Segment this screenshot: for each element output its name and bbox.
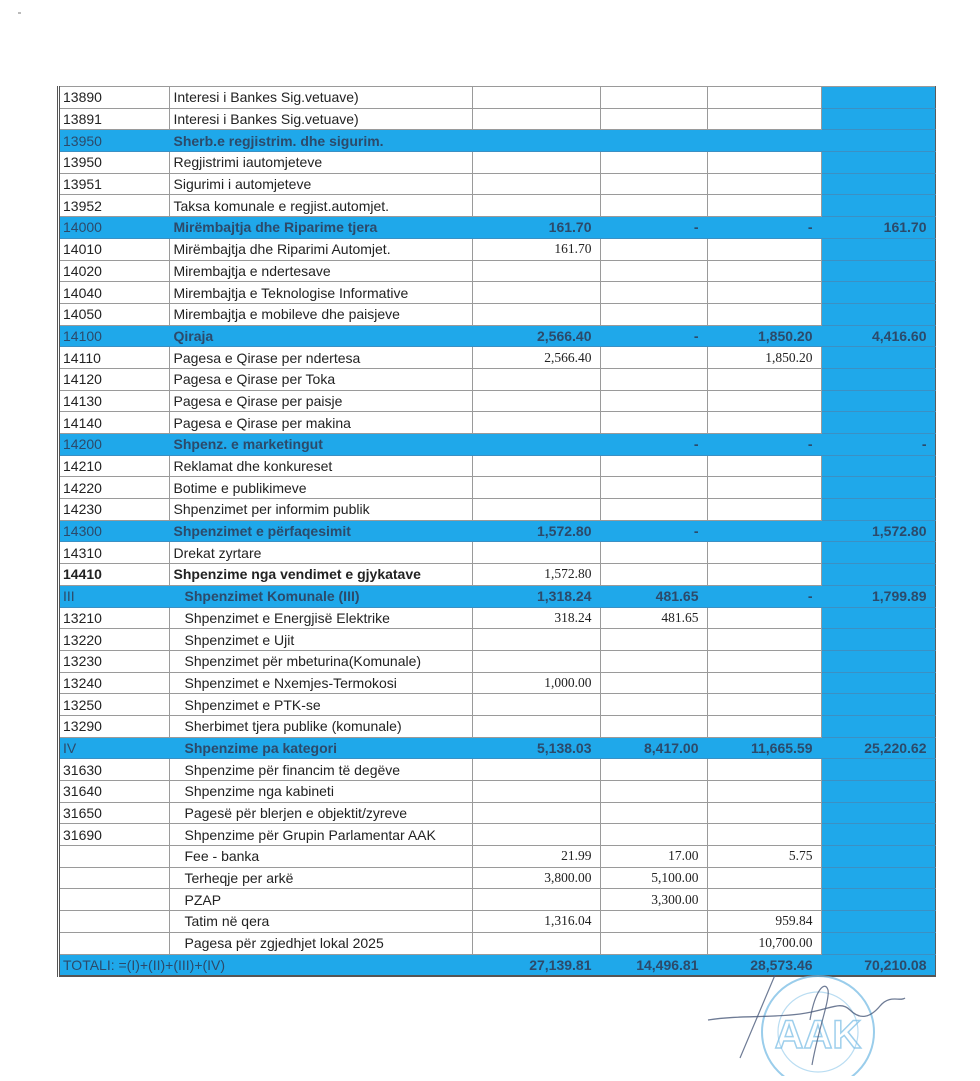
- row-total: [821, 455, 935, 477]
- value-col1: 2,566.40: [472, 347, 600, 369]
- row-total: [821, 499, 935, 521]
- value-col1: [472, 303, 600, 325]
- grand-total-col1: 27,139.81: [472, 954, 600, 976]
- description: Shpenzime nga kabineti: [169, 781, 472, 803]
- value-col3: [707, 629, 821, 651]
- value-col3: [707, 412, 821, 434]
- line-item-row: [60, 347, 935, 369]
- account-code: 31640: [60, 781, 169, 803]
- row-total: [821, 477, 935, 499]
- description: Qiraja: [169, 325, 472, 347]
- row-total: [821, 195, 935, 217]
- account-code: 14230: [60, 499, 169, 521]
- value-col3: [707, 303, 821, 325]
- description: Shpenz. e marketingut: [169, 434, 472, 456]
- line-item-row: [60, 650, 935, 672]
- account-code: [60, 867, 169, 889]
- account-code: 14020: [60, 260, 169, 282]
- row-total: [821, 824, 935, 846]
- account-code: 13290: [60, 715, 169, 737]
- value-col3: [707, 195, 821, 217]
- line-item-row: [60, 173, 935, 195]
- line-item-row: [60, 932, 935, 954]
- value-col3: [707, 477, 821, 499]
- party-stamp-icon: [700, 970, 930, 1076]
- account-code: 13891: [60, 108, 169, 130]
- value-col1: [472, 650, 600, 672]
- description: Pagesa e Qirase per makina: [169, 412, 472, 434]
- description: Shpenzime për financim të degëve: [169, 759, 472, 781]
- value-col1: 21.99: [472, 846, 600, 868]
- line-item-row: [60, 282, 935, 304]
- description: Pagesa për zgjedhjet lokal 2025: [169, 932, 472, 954]
- line-item-row: [60, 846, 935, 868]
- description: Interesi i Bankes Sig.vetuave): [169, 87, 472, 109]
- line-item-row: [60, 303, 935, 325]
- value-col2: -: [600, 520, 707, 542]
- description: Terheqje per arkë: [169, 867, 472, 889]
- description: Pagesa e Qirase per paisje: [169, 390, 472, 412]
- account-code: [60, 911, 169, 933]
- scan-artifact: [18, 12, 21, 14]
- row-total: [821, 260, 935, 282]
- value-col2: 481.65: [600, 585, 707, 607]
- description: Sherbimet tjera publike (komunale): [169, 715, 472, 737]
- row-total: [821, 867, 935, 889]
- description: Fee - banka: [169, 846, 472, 868]
- value-col2: [600, 390, 707, 412]
- value-col3: [707, 867, 821, 889]
- value-col2: -: [600, 434, 707, 456]
- account-code: 14210: [60, 455, 169, 477]
- value-col2: 3,300.00: [600, 889, 707, 911]
- value-col3: [707, 87, 821, 109]
- account-code: 14220: [60, 477, 169, 499]
- line-item-row: [60, 607, 935, 629]
- line-item-row: [60, 911, 935, 933]
- line-item-row: [60, 455, 935, 477]
- value-col2: [600, 477, 707, 499]
- value-col3: 10,700.00: [707, 932, 821, 954]
- description: Botime e publikimeve: [169, 477, 472, 499]
- value-col3: [707, 694, 821, 716]
- value-col3: [707, 542, 821, 564]
- value-col3: [707, 499, 821, 521]
- grand-total-sum: 70,210.08: [821, 954, 935, 976]
- line-item-row: [60, 108, 935, 130]
- value-col2: [600, 282, 707, 304]
- account-code: 13230: [60, 650, 169, 672]
- value-col3: [707, 802, 821, 824]
- account-code: 13950: [60, 130, 169, 152]
- value-col3: 1,850.20: [707, 325, 821, 347]
- value-col1: [472, 715, 600, 737]
- category-row: [60, 325, 935, 347]
- description: Reklamat dhe konkureset: [169, 455, 472, 477]
- account-code: 13250: [60, 694, 169, 716]
- account-code: 14000: [60, 217, 169, 239]
- value-col2: [600, 130, 707, 152]
- value-col1: [472, 434, 600, 456]
- value-col2: [600, 87, 707, 109]
- row-total: [821, 802, 935, 824]
- account-code: 14050: [60, 303, 169, 325]
- value-col1: 1,572.80: [472, 520, 600, 542]
- value-col1: 1,000.00: [472, 672, 600, 694]
- value-col1: [472, 390, 600, 412]
- account-code: [60, 846, 169, 868]
- row-total: [821, 173, 935, 195]
- line-item-row: [60, 499, 935, 521]
- row-total: [821, 846, 935, 868]
- row-total: [821, 672, 935, 694]
- account-code: 14120: [60, 368, 169, 390]
- row-total: [821, 650, 935, 672]
- value-col1: 318.24: [472, 607, 600, 629]
- row-total: [821, 781, 935, 803]
- line-item-row: [60, 412, 935, 434]
- value-col3: 5.75: [707, 846, 821, 868]
- expense-table: [60, 86, 936, 977]
- row-total: [821, 694, 935, 716]
- description: Tatim në qera: [169, 911, 472, 933]
- row-total: [821, 932, 935, 954]
- account-code: [60, 889, 169, 911]
- value-col1: [472, 195, 600, 217]
- line-item-row: [60, 694, 935, 716]
- value-col3: [707, 173, 821, 195]
- description: Shpenzimet e përfaqesimit: [169, 520, 472, 542]
- value-col1: [472, 173, 600, 195]
- account-code: 14410: [60, 564, 169, 586]
- line-item-row: [60, 368, 935, 390]
- row-total: 4,416.60: [821, 325, 935, 347]
- line-item-row: [60, 564, 935, 586]
- row-total: 1,799.89: [821, 585, 935, 607]
- description: Shpenzimet e Energjisë Elektrike: [169, 607, 472, 629]
- value-col1: 5,138.03: [472, 737, 600, 759]
- value-col3: [707, 260, 821, 282]
- value-col2: [600, 195, 707, 217]
- value-col1: [472, 694, 600, 716]
- account-code: 14010: [60, 238, 169, 260]
- line-item-row: [60, 889, 935, 911]
- value-col1: [472, 781, 600, 803]
- account-code: 14100: [60, 325, 169, 347]
- value-col2: [600, 260, 707, 282]
- value-col3: [707, 108, 821, 130]
- value-col2: [600, 173, 707, 195]
- line-item-row: [60, 238, 935, 260]
- row-total: [821, 759, 935, 781]
- description: Drekat zyrtare: [169, 542, 472, 564]
- value-col2: [600, 694, 707, 716]
- line-item-row: [60, 629, 935, 651]
- category-row: [60, 434, 935, 456]
- value-col2: [600, 759, 707, 781]
- row-total: [821, 564, 935, 586]
- value-col1: [472, 477, 600, 499]
- account-code: 31650: [60, 802, 169, 824]
- account-code: 31690: [60, 824, 169, 846]
- description: Sherb.e regjistrim. dhe sigurim.: [169, 130, 472, 152]
- value-col1: [472, 932, 600, 954]
- value-col1: [472, 889, 600, 911]
- grand-total-col2: 14,496.81: [600, 954, 707, 976]
- value-col2: [600, 932, 707, 954]
- value-col1: [472, 629, 600, 651]
- grand-total-col3: 28,573.46: [707, 954, 821, 976]
- account-code: 13950: [60, 152, 169, 174]
- row-total: [821, 412, 935, 434]
- row-total: [821, 607, 935, 629]
- value-col2: [600, 347, 707, 369]
- description: Mirembajtja e ndertesave: [169, 260, 472, 282]
- expense-table-body: [60, 87, 935, 955]
- value-col1: 1,318.24: [472, 585, 600, 607]
- line-item-row: [60, 802, 935, 824]
- row-total: [821, 152, 935, 174]
- value-col1: [472, 499, 600, 521]
- value-col1: [472, 87, 600, 109]
- value-col3: [707, 390, 821, 412]
- row-total: [821, 282, 935, 304]
- value-col1: [472, 542, 600, 564]
- value-col3: -: [707, 585, 821, 607]
- value-col1: 1,316.04: [472, 911, 600, 933]
- value-col3: [707, 455, 821, 477]
- description: Pagesë për blerjen e objektit/zyreve: [169, 802, 472, 824]
- grand-total-label: TOTALI: =(I)+(II)+(III)+(IV): [60, 954, 472, 976]
- value-col1: [472, 455, 600, 477]
- signature-and-stamp: [700, 970, 930, 1076]
- value-col2: [600, 455, 707, 477]
- line-item-row: [60, 672, 935, 694]
- value-col1: [472, 802, 600, 824]
- description: Shpenzimet Komunale (III): [169, 585, 472, 607]
- category-row: [60, 217, 935, 239]
- value-col2: [600, 303, 707, 325]
- row-total: [821, 238, 935, 260]
- description: Pagesa e Qirase per Toka: [169, 368, 472, 390]
- line-item-row: [60, 781, 935, 803]
- line-item-row: [60, 477, 935, 499]
- account-code: 13890: [60, 87, 169, 109]
- value-col3: [707, 889, 821, 911]
- value-col2: [600, 911, 707, 933]
- account-code: 14110: [60, 347, 169, 369]
- value-col1: 161.70: [472, 238, 600, 260]
- line-item-row: [60, 542, 935, 564]
- account-code: 13951: [60, 173, 169, 195]
- value-col2: [600, 650, 707, 672]
- description: Shpenzimet e Ujit: [169, 629, 472, 651]
- account-code: 13220: [60, 629, 169, 651]
- value-col2: [600, 802, 707, 824]
- value-col1: [472, 282, 600, 304]
- line-item-row: [60, 260, 935, 282]
- value-col2: [600, 368, 707, 390]
- line-item-row: [60, 867, 935, 889]
- value-col3: [707, 672, 821, 694]
- description: Mirëmbajtja dhe Riparimi Automjet.: [169, 238, 472, 260]
- value-col3: [707, 368, 821, 390]
- value-col3: -: [707, 434, 821, 456]
- value-col3: 11,665.59: [707, 737, 821, 759]
- value-col1: 2,566.40: [472, 325, 600, 347]
- row-total: 1,572.80: [821, 520, 935, 542]
- value-col2: 8,417.00: [600, 737, 707, 759]
- value-col2: [600, 152, 707, 174]
- account-code: 14040: [60, 282, 169, 304]
- value-col1: 3,800.00: [472, 867, 600, 889]
- value-col1: 1,572.80: [472, 564, 600, 586]
- value-col3: [707, 130, 821, 152]
- category-row: [60, 737, 935, 759]
- row-total: [821, 368, 935, 390]
- description: Pagesa e Qirase per ndertesa: [169, 347, 472, 369]
- value-col2: [600, 715, 707, 737]
- value-col3: [707, 282, 821, 304]
- row-total: [821, 542, 935, 564]
- description: Mirembajtja e mobileve dhe paisjeve: [169, 303, 472, 325]
- value-col2: [600, 781, 707, 803]
- row-total: [821, 889, 935, 911]
- value-col1: [472, 368, 600, 390]
- category-row: [60, 585, 935, 607]
- value-col1: [472, 108, 600, 130]
- row-total: [821, 347, 935, 369]
- description: Shpenzime nga vendimet e gjykatave: [169, 564, 472, 586]
- description: Shpenzime pa kategori: [169, 737, 472, 759]
- row-total: -: [821, 434, 935, 456]
- row-total: 161.70: [821, 217, 935, 239]
- description: Mirëmbajtja dhe Riparime tjera: [169, 217, 472, 239]
- line-item-row: [60, 390, 935, 412]
- description: Regjistrimi iautomjeteve: [169, 152, 472, 174]
- value-col2: [600, 108, 707, 130]
- description: PZAP: [169, 889, 472, 911]
- description: Interesi i Bankes Sig.vetuave): [169, 108, 472, 130]
- line-item-row: [60, 715, 935, 737]
- value-col3: [707, 152, 821, 174]
- description: Shpenzimet për mbeturina(Komunale): [169, 650, 472, 672]
- value-col1: [472, 412, 600, 434]
- row-total: [821, 303, 935, 325]
- value-col2: -: [600, 325, 707, 347]
- value-col1: [472, 260, 600, 282]
- stamp-logo: AAK: [774, 1013, 862, 1057]
- account-code: III: [60, 585, 169, 607]
- line-item-row: [60, 824, 935, 846]
- value-col3: [707, 650, 821, 672]
- account-code: [60, 932, 169, 954]
- row-total: [821, 108, 935, 130]
- description: Taksa komunale e regjist.automjet.: [169, 195, 472, 217]
- description: Shpenzimet e PTK-se: [169, 694, 472, 716]
- value-col2: [600, 824, 707, 846]
- value-col3: [707, 607, 821, 629]
- line-item-row: [60, 759, 935, 781]
- account-code: 13952: [60, 195, 169, 217]
- description: Mirembajtja e Teknologise Informative: [169, 282, 472, 304]
- description: Shpenzimet e Nxemjes-Termokosi: [169, 672, 472, 694]
- value-col2: [600, 499, 707, 521]
- row-total: [821, 715, 935, 737]
- value-col3: [707, 238, 821, 260]
- account-code: 14200: [60, 434, 169, 456]
- value-col1: [472, 152, 600, 174]
- description: Shpenzimet per informim publik: [169, 499, 472, 521]
- account-code: 14310: [60, 542, 169, 564]
- value-col2: 5,100.00: [600, 867, 707, 889]
- row-total: [821, 629, 935, 651]
- expense-table-container: [57, 86, 935, 977]
- description: Sigurimi i automjeteve: [169, 173, 472, 195]
- value-col3: [707, 715, 821, 737]
- value-col3: 1,850.20: [707, 347, 821, 369]
- category-row: [60, 130, 935, 152]
- value-col3: -: [707, 217, 821, 239]
- account-code: 13240: [60, 672, 169, 694]
- account-code: 14300: [60, 520, 169, 542]
- value-col2: [600, 412, 707, 434]
- value-col1: [472, 759, 600, 781]
- row-total: [821, 911, 935, 933]
- account-code: 14130: [60, 390, 169, 412]
- line-item-row: [60, 87, 935, 109]
- value-col2: [600, 238, 707, 260]
- value-col2: 17.00: [600, 846, 707, 868]
- value-col2: [600, 629, 707, 651]
- row-total: [821, 130, 935, 152]
- account-code: 31630: [60, 759, 169, 781]
- value-col3: [707, 781, 821, 803]
- line-item-row: [60, 152, 935, 174]
- row-total: [821, 87, 935, 109]
- value-col3: [707, 520, 821, 542]
- value-col3: 959.84: [707, 911, 821, 933]
- category-row: [60, 520, 935, 542]
- account-code: 13210: [60, 607, 169, 629]
- value-col1: [472, 824, 600, 846]
- description: Shpenzime për Grupin Parlamentar AAK: [169, 824, 472, 846]
- value-col2: [600, 564, 707, 586]
- value-col2: [600, 672, 707, 694]
- value-col1: [472, 130, 600, 152]
- value-col3: [707, 759, 821, 781]
- account-code: IV: [60, 737, 169, 759]
- value-col2: -: [600, 217, 707, 239]
- line-item-row: [60, 195, 935, 217]
- value-col2: [600, 542, 707, 564]
- value-col3: [707, 824, 821, 846]
- value-col3: [707, 564, 821, 586]
- row-total: [821, 390, 935, 412]
- value-col1: 161.70: [472, 217, 600, 239]
- account-code: 14140: [60, 412, 169, 434]
- row-total: 25,220.62: [821, 737, 935, 759]
- value-col2: 481.65: [600, 607, 707, 629]
